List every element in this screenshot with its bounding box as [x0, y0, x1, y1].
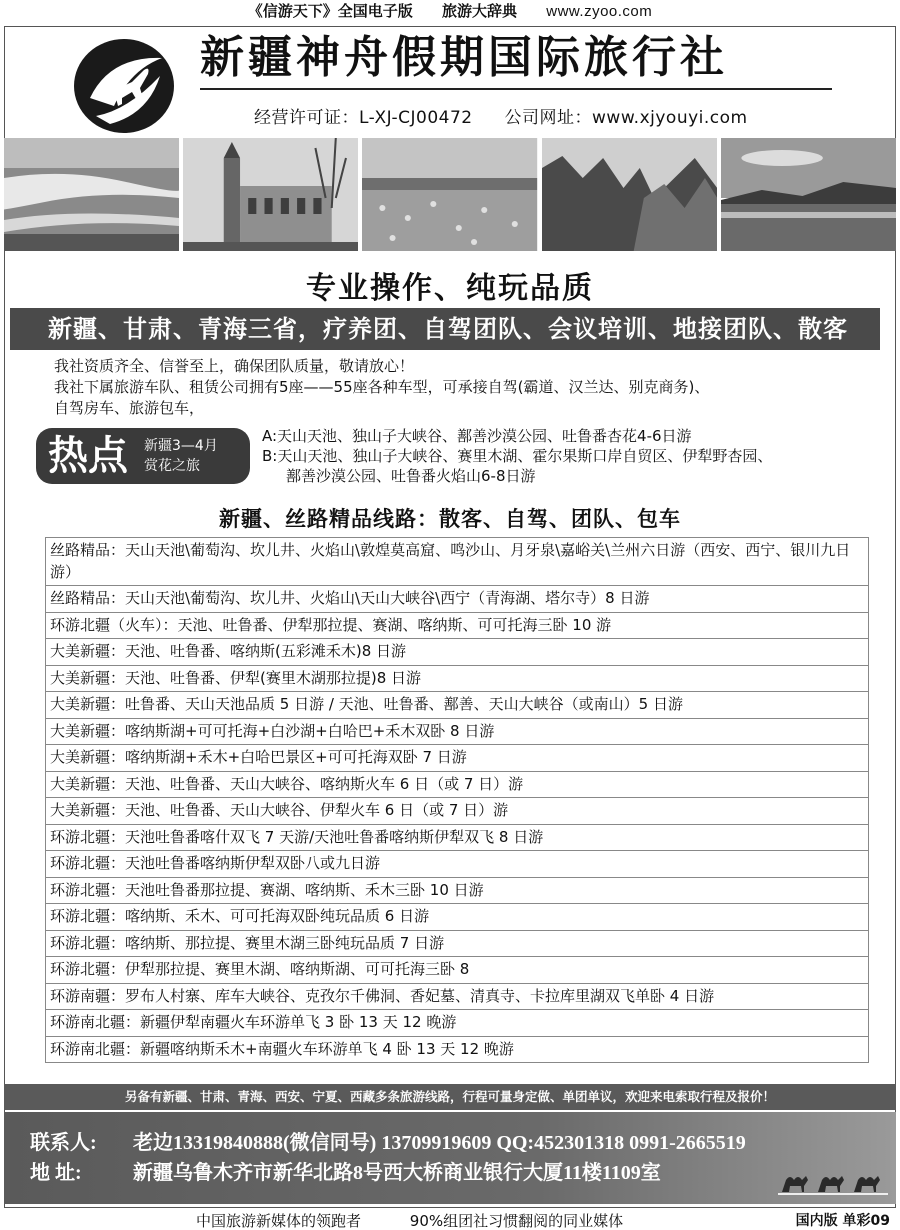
route-text: 大美新疆：喀纳斯湖+禾木+白哈巴景区+可可托海双卧 7 日游 — [46, 745, 869, 772]
license-number: 经营许可证：L-XJ-CJ00472 — [254, 108, 473, 128]
route-text: 环游北疆：天池吐鲁番那拉提、赛湖、喀纳斯、禾木三卧 10 日游 — [46, 877, 869, 904]
slogan: 专业操作、纯玩品质 — [306, 271, 594, 306]
route-row — [46, 692, 869, 719]
routes-table-body — [46, 538, 869, 1063]
company-website[interactable]: 公司网址：www.xjyouyi.com — [504, 108, 748, 128]
route-text: 环游北疆（火车）：天池、吐鲁番、伊犁那拉提、赛湖、喀纳斯、可可托海三卧 10 游 — [46, 612, 869, 639]
contact-value[interactable]: 老边13319840888(微信同号) 13709919609 QQ:452301318 0991-2665519 — [133, 1132, 746, 1154]
route-text: 大美新疆：天池、吐鲁番、伊犁(赛里木湖那拉提)8 日游 — [46, 665, 869, 692]
route-row — [46, 745, 869, 772]
route-row — [46, 612, 869, 639]
intro-line: 我社下属旅游车队、租赁公司拥有5座——55座各种车型，可承接自驾(霸道、汉兰达、别克商务)、 — [54, 378, 710, 396]
route-text: 环游北疆：喀纳斯、禾木、可可托海双卧纯玩品质 6 日游 — [46, 904, 869, 931]
route-text: 丝路精品：天山天池\葡萄沟、坎儿井、火焰山\敦煌莫高窟、鸣沙山、月牙泉\嘉峪关\兰州六日游（西安、西宁、银川九日游） — [46, 538, 869, 586]
route-text: 大美新疆：吐鲁番、天山天池品质 5 日游 / 天池、吐鲁番、鄯善、天山大峡谷（或南山）5 日游 — [46, 692, 869, 719]
hot-route-line: A:天山天池、独山子大峡谷、鄯善沙漠公园、吐鲁番杏花4-6日游 — [262, 427, 692, 445]
route-row — [46, 983, 869, 1010]
address-line — [30, 1156, 661, 1185]
publication-name: 《信游天下》全国电子版 — [247, 2, 413, 20]
route-row — [46, 538, 869, 586]
contact-box — [4, 1112, 896, 1204]
route-row — [46, 586, 869, 613]
route-text: 大美新疆：天池、吐鲁番、天山大峡谷、伊犁火车 6 日（或 7 日）游 — [46, 798, 869, 825]
route-row — [46, 824, 869, 851]
route-text: 环游北疆：伊犁那拉提、赛里木湖、喀纳斯湖、可可托海三卧 8 — [46, 957, 869, 984]
route-row — [46, 665, 869, 692]
route-row — [46, 771, 869, 798]
address-label: 地 址: — [30, 1162, 82, 1184]
hot-subtitle — [144, 436, 218, 476]
company-name-divider — [200, 88, 832, 90]
rock-canyon-photo — [542, 138, 717, 251]
service-banner: 新疆、甘肃、青海三省，疗养团、自驾团队、会议培训、地接团队、散客 — [10, 308, 880, 350]
route-text: 大美新疆：喀纳斯湖+可可托海+白沙湖+白哈巴+禾木双卧 8 日游 — [46, 718, 869, 745]
bottom-bar — [0, 1210, 900, 1230]
mountain-lake-photo — [721, 138, 896, 251]
route-row — [46, 718, 869, 745]
camel-caravan-icon — [778, 1162, 888, 1198]
intro-line: 自驾房车、旅游包车， — [54, 399, 205, 417]
route-text: 环游南北疆：新疆喀纳斯禾木+南疆火车环游单飞 4 卧 13 天 12 晚游 — [46, 1036, 869, 1063]
routes-title: 新疆、丝路精品线路：散客、自驾、团队、包车 — [219, 507, 681, 531]
hot-routes — [262, 426, 882, 486]
route-text: 环游北疆：喀纳斯、那拉提、赛里木湖三卧纯玩品质 7 日游 — [46, 930, 869, 957]
airplane-logo-icon — [70, 36, 178, 136]
route-row — [46, 1010, 869, 1037]
hot-badge — [36, 428, 250, 484]
hot-route-line: B:天山天池、独山子大峡谷、赛里木湖、霍尔果斯口岸自贸区、伊犁野杏园、 — [262, 447, 773, 465]
more-routes-strip: 另备有新疆、甘肃、青海、西安、宁夏、西藏多条旅游线路，行程可量身定做、单团单议，欢迎来电索取行程及报价！ — [4, 1084, 896, 1110]
route-text: 丝路精品：天山天池\葡萄沟、坎儿井、火焰山\天山大峡谷\西宁（青海湖、塔尔寺）8 日游 — [46, 586, 869, 613]
route-row — [46, 851, 869, 878]
route-row — [46, 877, 869, 904]
route-row — [46, 930, 869, 957]
dictionary-name: 旅游大辞典 — [441, 2, 517, 20]
route-row — [46, 798, 869, 825]
contact-label: 联系人: — [30, 1132, 97, 1154]
tagline: 中国旅游新媒体的领跑者 — [196, 1212, 362, 1230]
scenery-photo-strip — [4, 138, 896, 251]
hot-subtitle-line: 新疆3—4月 — [144, 438, 218, 454]
hot-route-line: 鄯善沙漠公园、吐鲁番火焰山6-8日游 — [286, 467, 536, 485]
taglines — [196, 1210, 667, 1230]
hot-title: 热点 — [48, 433, 128, 479]
publication-header — [0, 0, 900, 26]
address-value: 新疆乌鲁木齐市新华北路8号西大桥商业银行大厦11楼1109室 — [133, 1162, 661, 1184]
flower-field-photo — [362, 138, 537, 251]
route-text: 环游北疆：天池吐鲁番喀什双飞 7 天游/天池吐鲁番喀纳斯伊犁双飞 8 日游 — [46, 824, 869, 851]
route-row — [46, 1036, 869, 1063]
intro-line: 我社资质齐全、信誉至上，确保团队质量，敬请放心！ — [54, 357, 415, 375]
license-line — [254, 103, 774, 128]
route-row — [46, 957, 869, 984]
intro-text — [54, 356, 854, 419]
hot-subtitle-line: 赏花之旅 — [144, 458, 200, 474]
routes-table — [45, 537, 869, 1063]
tagline: 90%组团社习惯翻阅的同业媒体 — [409, 1212, 624, 1230]
route-text: 环游南北疆：新疆伊犁南疆火车环游单飞 3 卧 13 天 12 晚游 — [46, 1010, 869, 1037]
route-row — [46, 639, 869, 666]
company-name: 新疆神舟假期国际旅行社 — [200, 32, 728, 83]
grassland-river-photo — [4, 138, 179, 251]
route-row — [46, 904, 869, 931]
edition-label: 国内版 单彩09 — [795, 1213, 890, 1229]
publication-site[interactable]: www.zyoo.com — [546, 3, 653, 20]
contact-line — [30, 1126, 746, 1155]
route-text: 大美新疆：天池、吐鲁番、天山大峡谷、喀纳斯火车 6 日（或 7 日）游 — [46, 771, 869, 798]
historic-building-photo — [183, 138, 358, 251]
route-text: 大美新疆：天池、吐鲁番、喀纳斯(五彩滩禾木)8 日游 — [46, 639, 869, 666]
route-text: 环游南疆：罗布人村寨、库车大峡谷、克孜尔千佛洞、香妃墓、清真寺、卡拉库里湖双飞单卧 4 日游 — [46, 983, 869, 1010]
route-text: 环游北疆：天池吐鲁番喀纳斯伊犁双卧八或九日游 — [46, 851, 869, 878]
